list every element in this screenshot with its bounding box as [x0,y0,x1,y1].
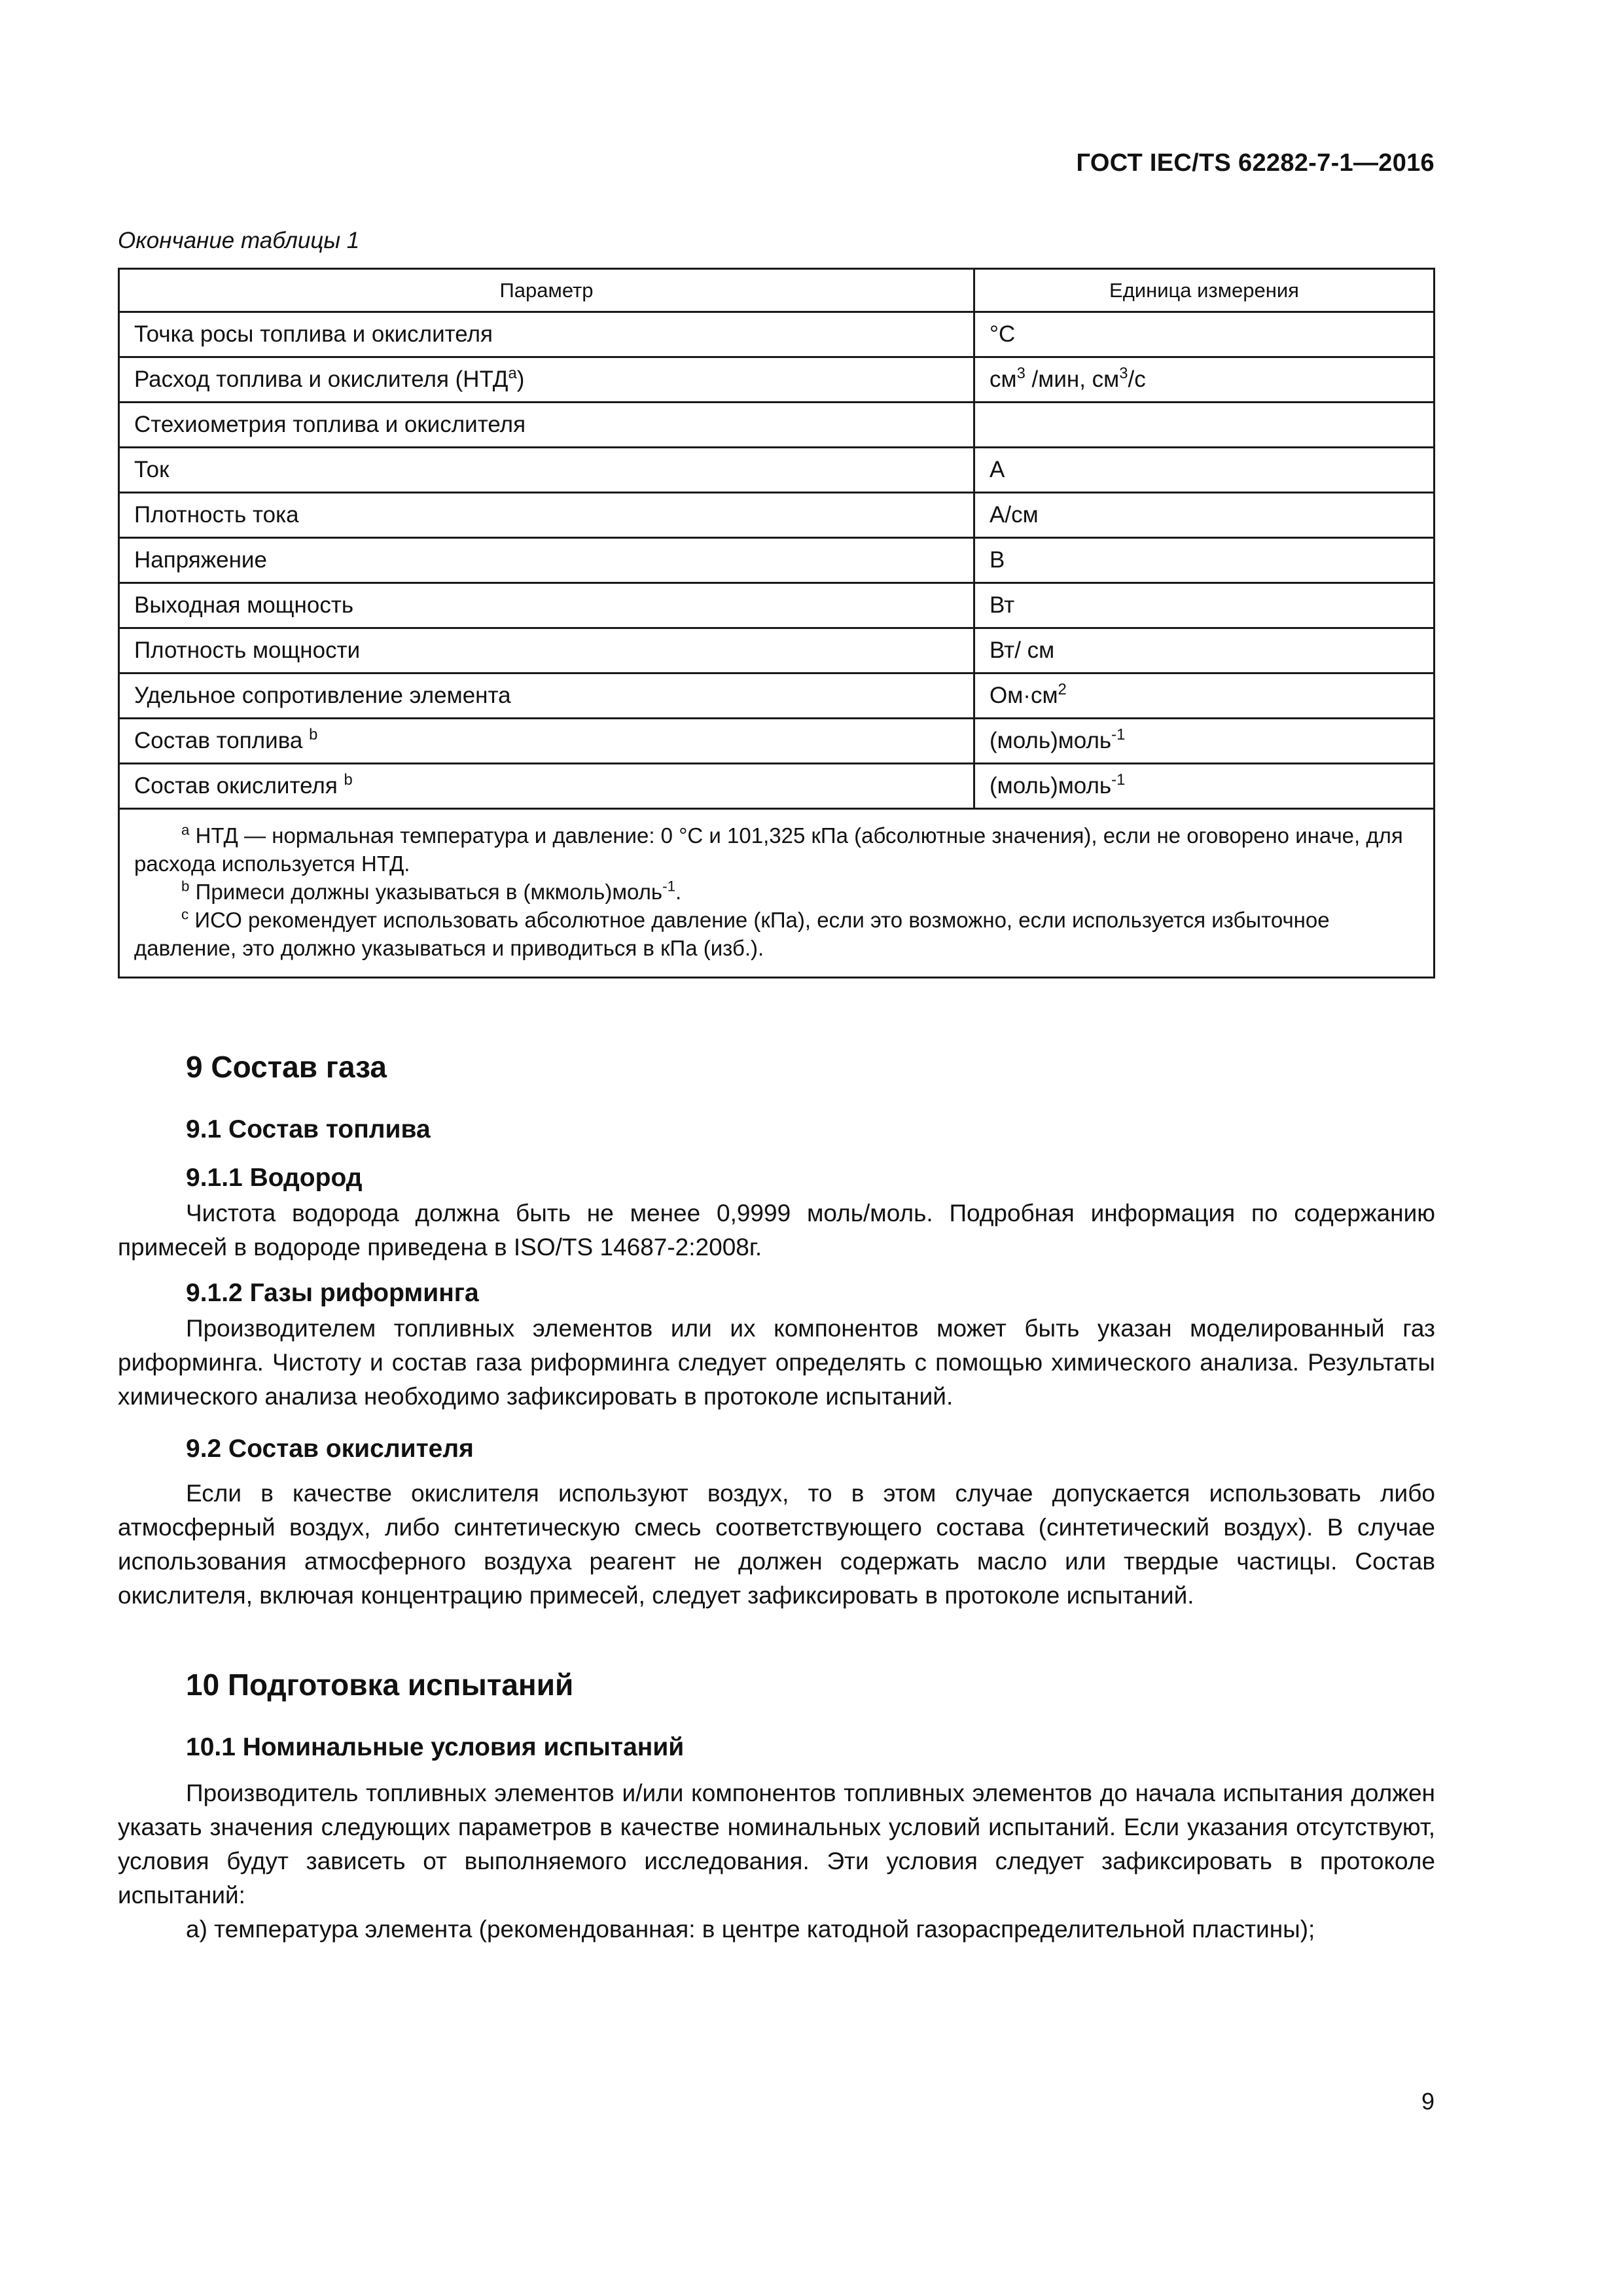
footnote-a: $^a$ НТД — нормальная температура и давление: 0 °С и 101,325 кПа (абсолютные значения), если не оговорено иначе, для расхода используется НТД. [134,821,1403,876]
page-number: 9 [1421,2088,1435,2115]
section-9-1-2-text: Производителем топливных элементов или их компонентов может быть указан моделированный газ риформинга. Чистоту и состав газа риформинга следует определять с помощью химического анализа. Результаты химического анализа необходимо зафиксировать в протоколе испытаний. [118,1315,1435,1410]
param-cell: Плотность тока [119,493,974,538]
section-9-2-heading: 9.2 Состав окислителя [186,1435,474,1463]
table-row [119,628,1435,673]
unit-cell: А/см [974,493,1435,538]
unit-cell: $Ом\cdot см^2$ [974,673,1435,719]
section-9-heading: 9 Состав газа [186,1050,387,1084]
column-header-parameter: Параметр [119,269,974,312]
column-header-unit: Единица измерения [974,269,1435,312]
param-cell: Плотность мощности [119,628,974,673]
table-row [119,673,1435,719]
unit-cell: Вт [974,583,1435,628]
unit-cell: $см^3$ /мин, $см^3/с$ [974,357,1435,403]
table-row [119,357,1435,403]
parameters-table [118,268,1435,978]
section-10-1-text: Производитель топливных элементов и/или компонентов топливных элементов до начала испытания должен указать значения следующих параметров в качестве номинальных условий испытаний. Если указания отсутствуют, условия будут зависеть от выполняемого исследования. Эти условия следует зафиксировать в протоколе испытаний: [118,1780,1435,1909]
section-9-1-1-heading: 9.1.1 Водород [186,1164,363,1192]
unit-cell: Вт/ см [974,628,1435,673]
unit-cell: В [974,538,1435,583]
param-cell: Состав топлива $^b$ [119,719,974,764]
document-id-header: ГОСТ IEC/TS 62282-7-1—2016 [1076,149,1435,177]
param-cell: Расход топлива и окислителя (НТД$^a$) [119,357,974,403]
param-cell: Выходная мощность [119,583,974,628]
table-row [119,583,1435,628]
table-header-row [119,269,1435,312]
param-cell: Напряжение [119,538,974,583]
unit-cell [974,403,1435,448]
section-9-1-heading: 9.1 Состав топлива [186,1115,431,1143]
table-caption: Окончание таблицы 1 [118,228,360,253]
param-cell: Точка росы топлива и окислителя [119,312,974,357]
table-row [119,719,1435,764]
document-body [118,1047,1435,1946]
param-cell: Ток [119,448,974,493]
table-row [119,403,1435,448]
table-footnotes [119,809,1435,978]
unit-cell: (моль)моль$^{-1}$ [974,764,1435,809]
unit-cell: А [974,448,1435,493]
unit-cell: (моль)моль$^{-1}$ [974,719,1435,764]
footnote-mark: a [508,364,517,382]
footnote-mark: b [309,725,318,744]
footnote-mark: b [344,770,353,789]
table-row [119,764,1435,809]
table-row [119,493,1435,538]
section-10-1-heading: 10.1 Номинальные условия испытаний [186,1733,685,1761]
section-10-heading: 10 Подготовка испытаний [186,1668,574,1702]
table-row [119,448,1435,493]
footnote-b: $^b$ Примеси должны указываться в (мкмоль)моль$^{-1}$. [181,878,682,904]
table-row [119,312,1435,357]
param-cell: Стехиометрия топлива и окислителя [119,403,974,448]
footnote-c: $^c$ ИСО рекомендует использовать абсолютное давление (кПа), если это возможно, если используется избыточное давление, это должно указываться и приводиться в кПа (изб.). [134,906,1330,960]
section-9-2-text: Если в качестве окислителя используют воздух, то в этом случае допускается использовать либо атмосферный воздух, либо синтетическую смесь соответствующего состава (синтетический воздух). В случае использования атмосферного воздуха реагент не должен содержать масло или твердые частицы. Состав окислителя, включая концентрацию примесей, следует зафиксировать в протоколе испытаний. [118,1480,1435,1609]
list-item-a: а) температура элемента (рекомендованная: в центре катодной газораспределительной пластины); [186,1916,1315,1943]
table-row [119,538,1435,583]
unit-cell: °C [974,312,1435,357]
param-cell: Состав окислителя $^b$ [119,764,974,809]
section-9-1-1-text: Чистота водорода должна быть не менее 0,9999 моль/моль. Подробная информация по содержанию примесей в водороде приведена в ISO/TS 14687-2:2008г. [118,1200,1435,1261]
section-9-1-2-heading: 9.1.2 Газы риформинга [186,1279,479,1307]
param-cell: Удельное сопротивление элемента [119,673,974,719]
table-footnotes-row [119,809,1435,978]
